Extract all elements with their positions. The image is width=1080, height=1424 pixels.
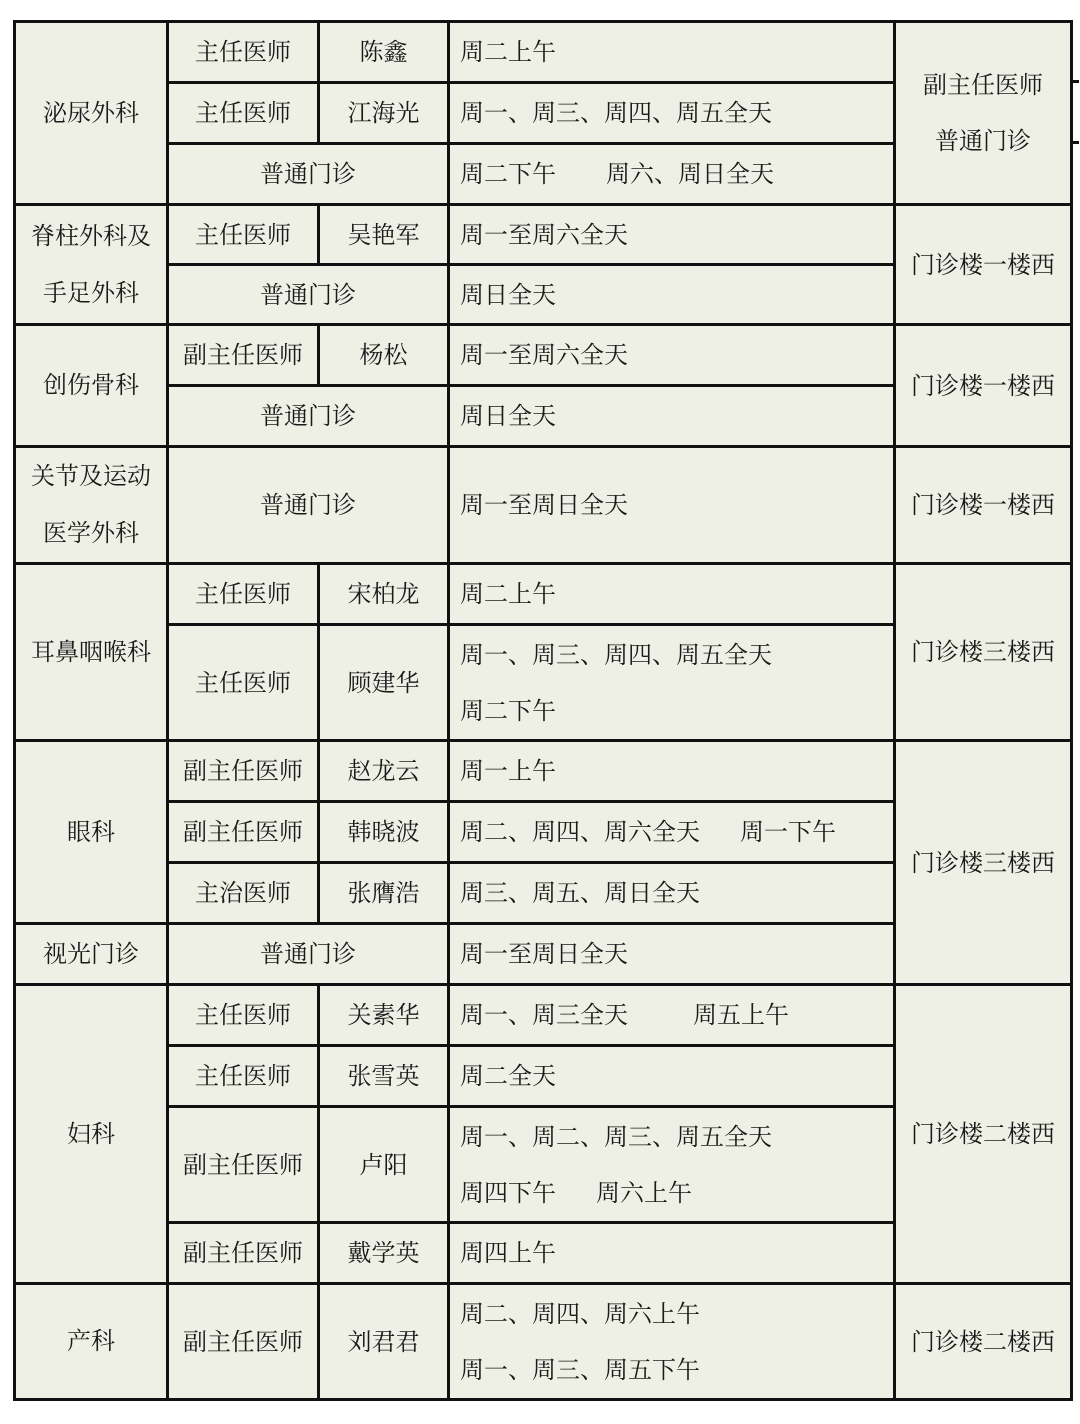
title-cell: 副主任医师	[168, 1107, 319, 1223]
location-cell	[895, 22, 1072, 205]
department-line: 脊柱外科及	[31, 221, 151, 250]
department-cell: 泌尿外科	[15, 22, 168, 205]
schedule-cell: 周一至周六全天	[449, 205, 895, 265]
doctor-cell: 韩晓波	[319, 802, 449, 863]
clinic-cell: 普通门诊	[168, 386, 449, 447]
department-line: 医学外科	[43, 519, 139, 547]
department-cell: 产科	[15, 1284, 168, 1400]
title-cell: 主治医师	[168, 863, 319, 924]
table-row	[15, 447, 1072, 564]
table-edge-mark	[1073, 141, 1079, 144]
location-cell: 门诊楼二楼西	[895, 1284, 1072, 1400]
table-row	[15, 741, 1072, 802]
clinic-cell: 普通门诊	[168, 924, 449, 985]
title-cell: 主任医师	[168, 205, 319, 265]
title-cell: 副主任医师	[168, 1284, 319, 1400]
schedule-line	[460, 1165, 893, 1221]
table-row	[15, 205, 1072, 265]
location-cell: 门诊楼三楼西	[895, 741, 1072, 985]
schedule-cell: 周三、周五、周日全天	[449, 863, 895, 924]
clinic-cell: 普通门诊	[168, 144, 449, 205]
schedule-cell	[449, 625, 895, 741]
schedule-cell	[449, 802, 895, 863]
schedule-part: 周五上午	[693, 1001, 789, 1029]
title-cell: 主任医师	[168, 564, 319, 625]
doctor-cell: 关素华	[319, 985, 449, 1046]
doctor-cell: 张膺浩	[319, 863, 449, 924]
doctor-cell: 杨松	[319, 325, 449, 386]
schedule-cell	[449, 985, 895, 1046]
schedule-cell	[449, 1284, 895, 1400]
schedule-cell: 周二全天	[449, 1046, 895, 1107]
schedule-cell: 周日全天	[449, 386, 895, 447]
title-cell: 主任医师	[168, 83, 319, 144]
title-cell: 主任医师	[168, 22, 319, 83]
schedule-line: 周二下午	[460, 696, 556, 725]
department-cell: 眼科	[15, 741, 168, 924]
title-cell: 主任医师	[168, 985, 319, 1046]
table-row	[15, 985, 1072, 1046]
table-row	[15, 325, 1072, 386]
location-cell: 门诊楼一楼西	[895, 325, 1072, 447]
schedule-cell: 周二上午	[449, 22, 895, 83]
title-cell: 副主任医师	[168, 1223, 319, 1284]
schedule-part: 周一、周三全天	[460, 1001, 628, 1029]
doctor-cell: 刘君君	[319, 1284, 449, 1400]
department-cell	[15, 205, 168, 325]
title-cell: 副主任医师	[168, 741, 319, 802]
schedule-cell: 周二上午	[449, 564, 895, 625]
department-line: 手足外科	[43, 278, 139, 307]
doctor-cell: 顾建华	[319, 625, 449, 741]
table-row	[15, 22, 1072, 83]
department-line: 关节及运动	[31, 462, 151, 490]
schedule-line: 周一、周三、周四、周五全天	[460, 640, 772, 669]
schedule-cell	[449, 1107, 895, 1223]
schedule-part: 周六上午	[596, 1178, 692, 1207]
doctor-cell: 陈鑫	[319, 22, 449, 83]
schedule-line: 周一、周三、周五下午	[460, 1355, 700, 1384]
department-cell: 创伤骨科	[15, 325, 168, 447]
clinic-cell: 普通门诊	[168, 265, 449, 325]
doctor-cell: 江海光	[319, 83, 449, 144]
schedule-cell: 周一至周日全天	[449, 447, 895, 564]
location-cell: 门诊楼二楼西	[895, 985, 1072, 1284]
department-cell: 视光门诊	[15, 924, 168, 985]
schedule-part: 周一下午	[740, 818, 836, 846]
outpatient-schedule-table	[13, 20, 1073, 1401]
location-line: 普通门诊	[935, 127, 1031, 155]
clinic-cell: 普通门诊	[168, 447, 449, 564]
location-cell: 门诊楼一楼西	[895, 447, 1072, 564]
schedule-part: 周六、周日全天	[606, 160, 774, 188]
title-cell: 副主任医师	[168, 325, 319, 386]
title-cell: 副主任医师	[168, 802, 319, 863]
schedule-cell: 周一至周日全天	[449, 924, 895, 985]
department-cell: 耳鼻咽喉科	[15, 564, 168, 741]
schedule-cell: 周一上午	[449, 741, 895, 802]
schedule-line: 周一、周二、周三、周五全天	[460, 1122, 772, 1151]
table-edge-mark	[1073, 80, 1079, 83]
schedule-cell: 周一至周六全天	[449, 325, 895, 386]
table-row	[15, 1284, 1072, 1400]
doctor-cell: 吴艳军	[319, 205, 449, 265]
schedule-part: 周四下午	[460, 1178, 556, 1207]
doctor-cell: 宋柏龙	[319, 564, 449, 625]
schedule-part: 周二、周四、周六全天	[460, 818, 700, 846]
location-line: 副主任医师	[923, 71, 1043, 99]
title-cell: 主任医师	[168, 1046, 319, 1107]
doctor-cell: 戴学英	[319, 1223, 449, 1284]
schedule-part: 周二下午	[460, 160, 556, 188]
schedule-cell	[449, 144, 895, 205]
schedule-cell: 周四上午	[449, 1223, 895, 1284]
schedule-line: 周二、周四、周六上午	[460, 1299, 700, 1328]
doctor-cell: 卢阳	[319, 1107, 449, 1223]
doctor-cell: 张雪英	[319, 1046, 449, 1107]
title-cell: 主任医师	[168, 625, 319, 741]
table-row	[15, 564, 1072, 625]
department-cell: 妇科	[15, 985, 168, 1284]
location-cell: 门诊楼三楼西	[895, 564, 1072, 741]
location-cell: 门诊楼一楼西	[895, 205, 1072, 325]
schedule-cell: 周日全天	[449, 265, 895, 325]
department-cell	[15, 447, 168, 564]
schedule-cell: 周一、周三、周四、周五全天	[449, 83, 895, 144]
doctor-cell: 赵龙云	[319, 741, 449, 802]
